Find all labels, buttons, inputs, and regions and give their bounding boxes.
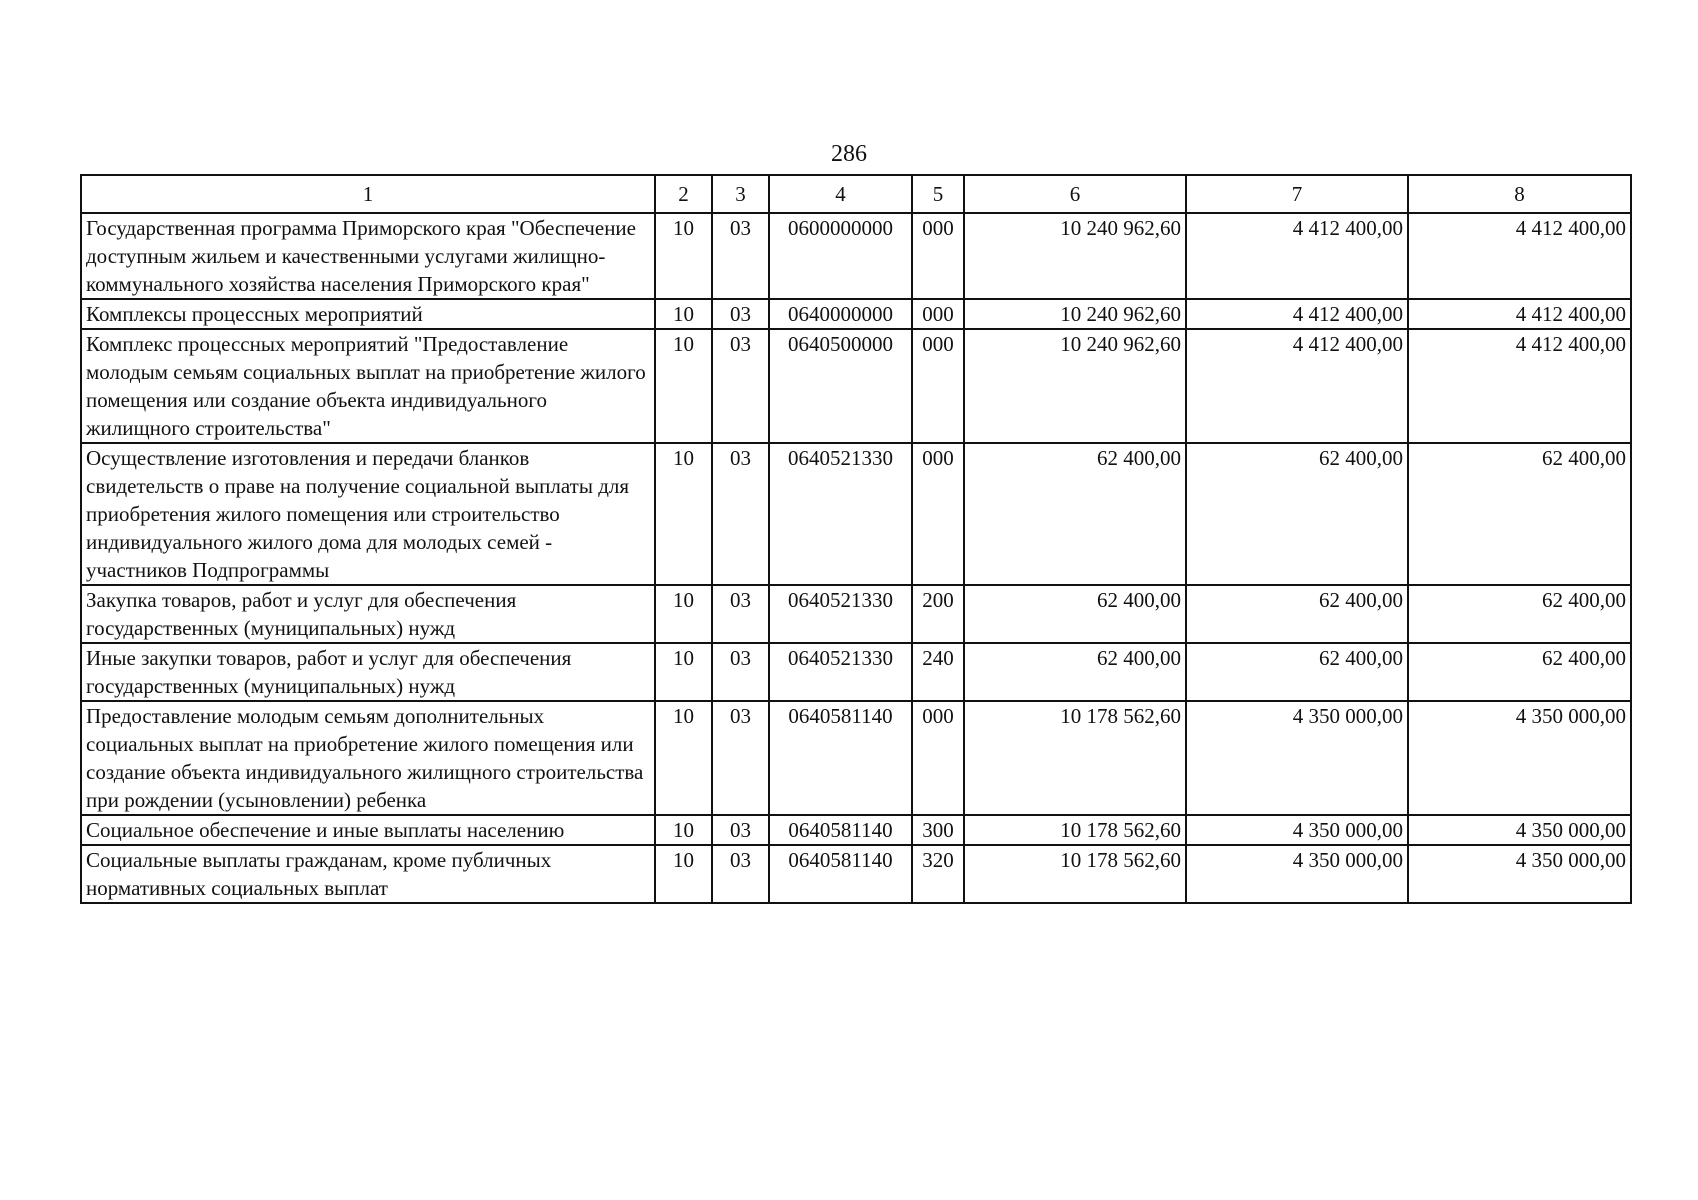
- amount-col-7: 62 400,00: [1186, 643, 1408, 701]
- amount-col-8: 4 412 400,00: [1408, 329, 1631, 443]
- subsection-code: 03: [712, 213, 769, 299]
- expense-type-code: 000: [912, 213, 964, 299]
- row-name: Социальное обеспечение и иные выплаты населению: [81, 815, 655, 845]
- amount-col-7: 4 350 000,00: [1186, 845, 1408, 903]
- target-article-code: 0640521330: [769, 585, 912, 643]
- amount-col-8: 62 400,00: [1408, 443, 1631, 585]
- amount-col-8: 4 412 400,00: [1408, 299, 1631, 329]
- table-row: [81, 585, 1631, 643]
- table-row: [81, 443, 1631, 585]
- amount-col-7: 4 350 000,00: [1186, 701, 1408, 815]
- expense-type-code: 000: [912, 443, 964, 585]
- subsection-code: 03: [712, 329, 769, 443]
- expense-type-code: 200: [912, 585, 964, 643]
- amount-col-8: 62 400,00: [1408, 585, 1631, 643]
- target-article-code: 0640521330: [769, 643, 912, 701]
- amount-col-6: 10 240 962,60: [964, 329, 1186, 443]
- row-name: Иные закупки товаров, работ и услуг для обеспечения государственных (муниципальных) нужд: [81, 643, 655, 701]
- section-code: 10: [655, 213, 712, 299]
- target-article-code: 0600000000: [769, 213, 912, 299]
- amount-col-6: 10 178 562,60: [964, 845, 1186, 903]
- amount-col-8: 4 350 000,00: [1408, 815, 1631, 845]
- section-code: 10: [655, 815, 712, 845]
- target-article-code: 0640581140: [769, 815, 912, 845]
- target-article-code: 0640581140: [769, 845, 912, 903]
- table-row: [81, 643, 1631, 701]
- amount-col-6: 10 240 962,60: [964, 299, 1186, 329]
- row-name: Социальные выплаты гражданам, кроме публичных нормативных социальных выплат: [81, 845, 655, 903]
- table-row: [81, 213, 1631, 299]
- amount-col-6: 10 178 562,60: [964, 701, 1186, 815]
- row-name: Комплекс процессных мероприятий "Предоставление молодым семьям социальных выплат на приобретение жилого помещения или создание объекта индивидуального жилищного строительства": [81, 329, 655, 443]
- table-row: [81, 299, 1631, 329]
- amount-col-7: 4 350 000,00: [1186, 815, 1408, 845]
- amount-col-6: 10 240 962,60: [964, 213, 1186, 299]
- section-code: 10: [655, 585, 712, 643]
- page-number: 286: [831, 141, 867, 167]
- row-name: Осуществление изготовления и передачи бланков свидетельств о праве на получение социальной выплаты для приобретения жилого помещения или строительство индивидуального жилого дома для молодых семей - участников Подпрограммы: [81, 443, 655, 585]
- subsection-code: 03: [712, 643, 769, 701]
- header-col-7: 7: [1186, 175, 1408, 213]
- amount-col-7: 4 412 400,00: [1186, 299, 1408, 329]
- amount-col-8: 4 350 000,00: [1408, 845, 1631, 903]
- section-code: 10: [655, 443, 712, 585]
- header-col-8: 8: [1408, 175, 1631, 213]
- subsection-code: 03: [712, 585, 769, 643]
- target-article-code: 0640000000: [769, 299, 912, 329]
- subsection-code: 03: [712, 443, 769, 585]
- section-code: 10: [655, 643, 712, 701]
- header-col-6: 6: [964, 175, 1186, 213]
- section-code: 10: [655, 329, 712, 443]
- row-name: Закупка товаров, работ и услуг для обеспечения государственных (муниципальных) нужд: [81, 585, 655, 643]
- amount-col-8: 62 400,00: [1408, 643, 1631, 701]
- amount-col-6: 62 400,00: [964, 643, 1186, 701]
- expense-type-code: 000: [912, 701, 964, 815]
- expense-type-code: 320: [912, 845, 964, 903]
- target-article-code: 0640581140: [769, 701, 912, 815]
- amount-col-7: 62 400,00: [1186, 443, 1408, 585]
- header-col-5: 5: [912, 175, 964, 213]
- section-code: 10: [655, 845, 712, 903]
- table-row: [81, 701, 1631, 815]
- table-row: [81, 845, 1631, 903]
- expense-type-code: 240: [912, 643, 964, 701]
- header-col-2: 2: [655, 175, 712, 213]
- row-name: Комплексы процессных мероприятий: [81, 299, 655, 329]
- amount-col-8: 4 350 000,00: [1408, 701, 1631, 815]
- amount-col-7: 4 412 400,00: [1186, 329, 1408, 443]
- expense-type-code: 000: [912, 299, 964, 329]
- header-col-3: 3: [712, 175, 769, 213]
- target-article-code: 0640500000: [769, 329, 912, 443]
- header-col-4: 4: [769, 175, 912, 213]
- header-col-1: 1: [81, 175, 655, 213]
- section-code: 10: [655, 701, 712, 815]
- expense-type-code: 000: [912, 329, 964, 443]
- subsection-code: 03: [712, 845, 769, 903]
- budget-table: [80, 174, 1632, 904]
- table-row: [81, 815, 1631, 845]
- subsection-code: 03: [712, 815, 769, 845]
- row-name: Предоставление молодым семьям дополнительных социальных выплат на приобретение жилого помещения или создание объекта индивидуального жилищного строительства при рождении (усыновлении) ребенка: [81, 701, 655, 815]
- amount-col-6: 10 178 562,60: [964, 815, 1186, 845]
- subsection-code: 03: [712, 299, 769, 329]
- amount-col-8: 4 412 400,00: [1408, 213, 1631, 299]
- amount-col-6: 62 400,00: [964, 443, 1186, 585]
- table-header-row: [81, 175, 1631, 213]
- subsection-code: 03: [712, 701, 769, 815]
- amount-col-6: 62 400,00: [964, 585, 1186, 643]
- amount-col-7: 4 412 400,00: [1186, 213, 1408, 299]
- section-code: 10: [655, 299, 712, 329]
- row-name: Государственная программа Приморского края "Обеспечение доступным жильем и качественными услугами жилищно-коммунального хозяйства населения Приморского края": [81, 213, 655, 299]
- amount-col-7: 62 400,00: [1186, 585, 1408, 643]
- expense-type-code: 300: [912, 815, 964, 845]
- target-article-code: 0640521330: [769, 443, 912, 585]
- table-row: [81, 329, 1631, 443]
